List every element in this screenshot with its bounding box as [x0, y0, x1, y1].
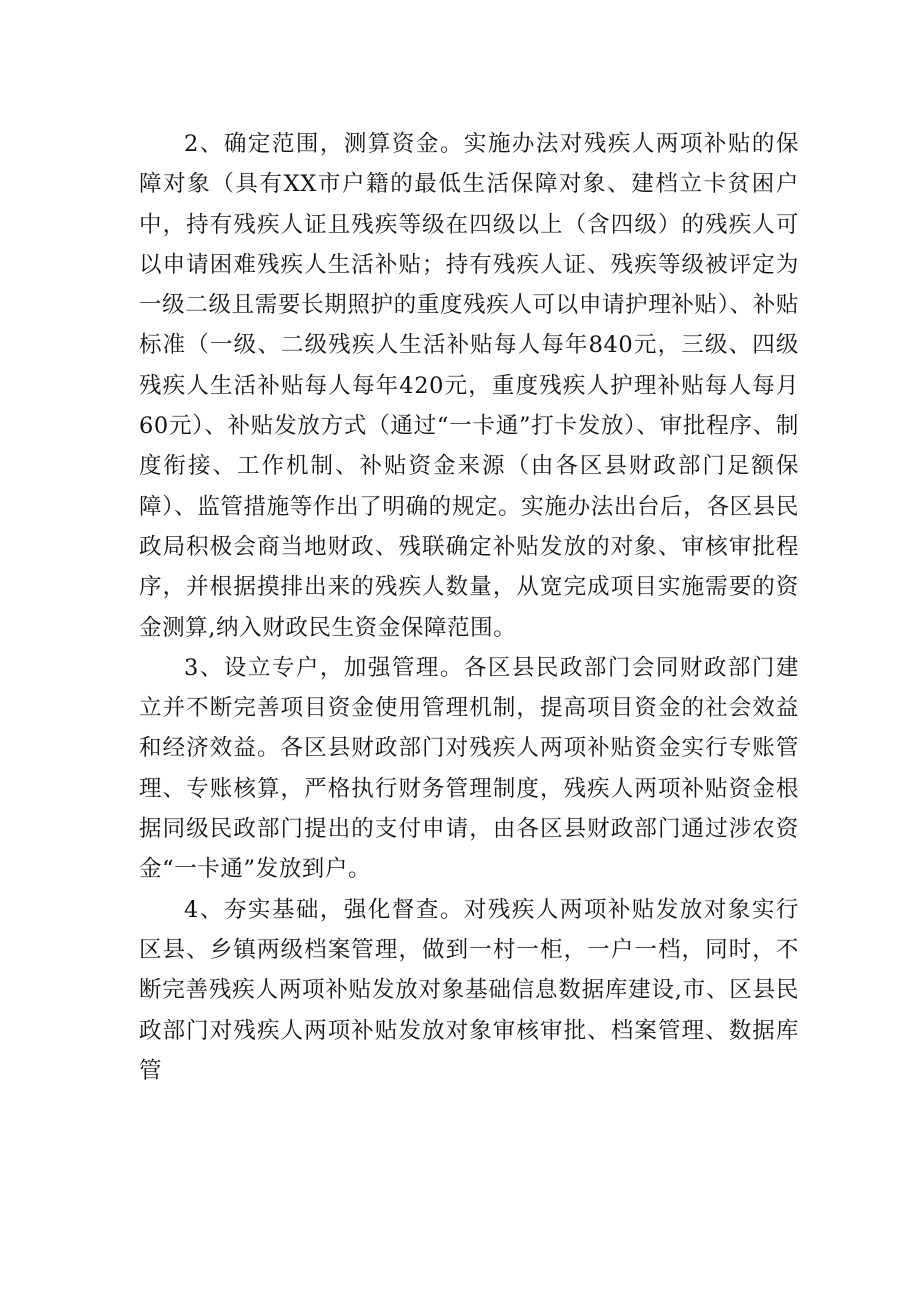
paragraph-item-3-special-account-management: 3、设立专户，加强管理。各区县民政部门会同财政部门建立并不断完善项目资金使用管理机制，提高项目资金的社会效益和经济效益。各区县财政部门对残疾人两项补贴资金实行专账管理、专账核算，严格执行财务管理制度，残疾人两项补贴资金根据同级民政部门提出的支付申请，由各区县财政部门通过涉农资金“一卡通”发放到户。: [139, 654, 799, 883]
paragraph-item-2-scope-and-funding: 2、确定范围，测算资金。实施办法对残疾人两项补贴的保障对象（具有XX市户籍的最低生活保障对象、建档立卡贫困户中，持有残疾人证且残疾等级在四级以上（含四级）的残疾人可以申请困难残疾人生活补贴；持有残疾人证、残疾等级被评定为一级二级且需要长期照护的重度残疾人可以申请护理补贴）、补贴标准（一级、二级残疾人生活补贴每人每年840元，三级、四级残疾人生活补贴每人每年420元，重度残疾人护理补贴每人每月60元）、补贴发放方式（通过“一卡通”打卡发放）、审批程序、制度衔接、工作机制、补贴资金来源（由各区县财政部门足额保障）、监管措施等作出了明确的规定。实施办法出台后，各区县民政局积极会商当地财政、残联确定补贴发放的对象、审核审批程序，并根据摸排出来的残疾人数量，从宽完成项目实施需要的资金测算,纳入财政民生资金保障范围。: [139, 131, 799, 641]
paragraph-item-4-foundation-and-supervision: 4、夯实基础，强化督查。对残疾人两项补贴发放对象实行区县、乡镇两级档案管理，做到一村一柜，一户一档，同时，不断完善残疾人两项补贴发放对象基础信息数据库建设,市、区县民政部门对残疾人两项补贴发放对象审核审批、档案管理、数据库管: [139, 896, 799, 1084]
document-body: [139, 124, 799, 1091]
